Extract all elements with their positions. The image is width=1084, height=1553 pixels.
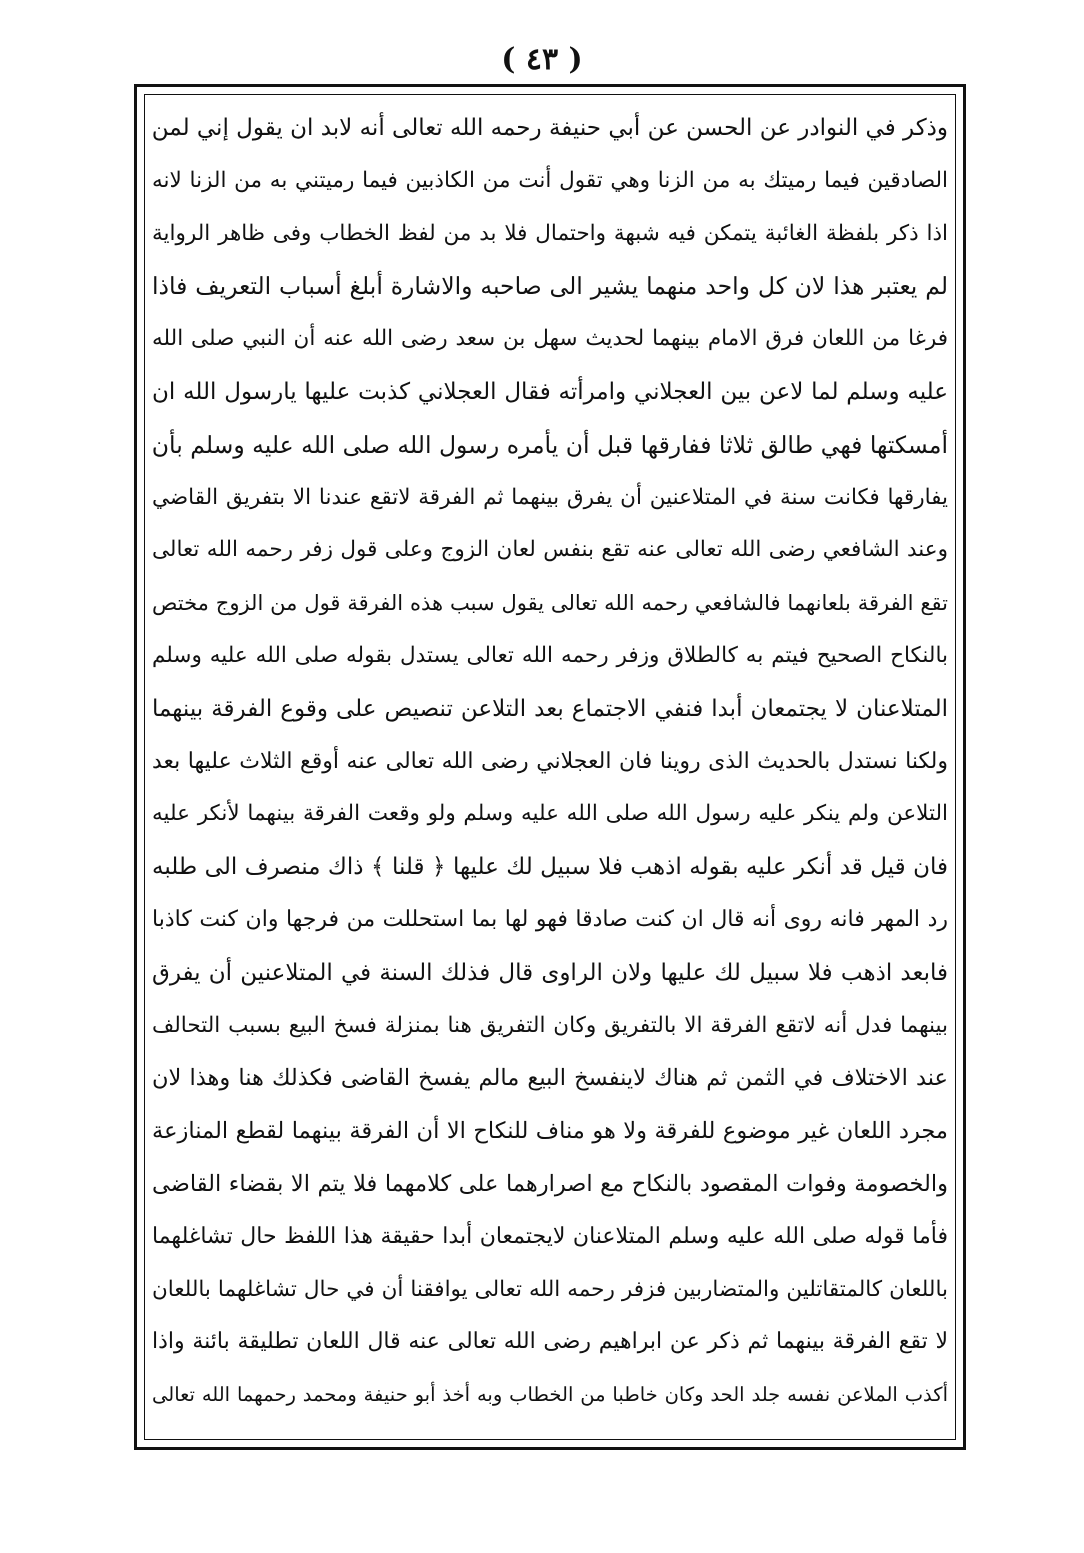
text-line: أمسكتها فهي طالق ثلاثا ففارقها قبل أن يأمره رسول الله صلى الله عليه وسلم بأن (152, 430, 948, 459)
text-line: عليه وسلم لما لاعن بين العجلاني وامرأته فقال العجلاني كذبت عليها يارسول الله ان (152, 378, 948, 405)
text-line: فان قيل قد أنكر عليه بقوله اذهب فلا سبيل لك عليها ﴿ قلنا ﴾ ذاك منصرف الى طلبه (152, 854, 948, 881)
text-line: لم يعتبر هذا لان كل واحد منهما يشير الى صاحبه والاشارة أبلغ أسباب التعريف فاذا (152, 272, 948, 301)
page-number: ( ٤٣ ) (501, 42, 583, 77)
text-line: باللعان كالمتقاتلين والمتضاربين فزفر رحمه الله تعالى يوافقنا أن في حال تشاغلهما باللعان (152, 1276, 948, 1302)
text-line: بالنكاح الصحيح فيتم به كالطلاق وزفر رحمه الله تعالى يستدل بقوله صلى الله عليه وسلم (152, 642, 948, 668)
text-body (152, 102, 948, 1432)
text-line: فرغا من اللعان فرق الامام بينهما لحديث سهل بن سعد رضى الله عنه أن النبي صلى الله (152, 326, 948, 352)
text-line: وعند الشافعي رضى الله تعالى عنه تقع بنفس لعان الزوج وعلى قول زفر رحمه الله تعالى (152, 537, 948, 563)
text-line: أكذب الملاعن نفسه جلد الحد وكان خاطبا من الخطاب وبه أخذ أبو حنيفة ومحمد رحمهما الله تعالى (152, 1383, 948, 1407)
text-line: ولكنا نستدل بالحديث الذى روينا فان العجلاني رضى الله تعالى عنه أوقع الثلاث عليها بعد (152, 748, 948, 774)
text-line: مجرد اللعان غير موضوع للفرقة ولا هو مناف للنكاح الا أن الفرقة بينهما لقطع المنازعة (152, 1118, 948, 1145)
text-line: بينهما فدل أنه لاتقع الفرقة الا بالتفريق وكان التفريق هنا بمنزلة فسخ البيع بسبب التحالف (152, 1012, 948, 1038)
text-line: اذا ذكر بلفظة الغائبة يتمكن فيه شبهة واحتمال فلا بد من لفظ الخطاب وفى ظاهر الرواية (152, 220, 948, 246)
text-line: عند الاختلاف في الثمن ثم هناك لاينفسخ البيع مالم يفسخ القاضى فكذلك هنا وهذا لان (152, 1065, 948, 1092)
text-line: فابعد اذهب فلا سبيل لك عليها ولان الراوى قال فذلك السنة في المتلاعنين أن يفرق (152, 959, 948, 986)
text-line: لا تقع الفرقة بينهما ثم ذكر عن ابراهيم رضى الله تعالى عنه قال اللعان تطليقة بائنة واذا (152, 1329, 948, 1355)
text-line: المتلاعنان لا يجتمعان أبدا فنفي الاجتماع بعد التلاعن تنصيص على وقوع الفرقة بينهما (152, 695, 948, 722)
text-line: فأما قوله صلى الله عليه وسلم المتلاعنان لايجتمعان أبدا حقيقة هذا اللفظ حال تشاغلهما (152, 1223, 948, 1249)
text-line: الصادقين فيما رميتك به من الزنا وهي تقول أنت من الكاذبين فيما رميتني به من الزنا لانه (152, 167, 948, 193)
text-line: يفارقها فكانت سنة في المتلاعنين أن يفرق بينهما ثم الفرقة لاتقع عندنا الا بتفريق القاضي (152, 484, 948, 510)
text-line: التلاعن ولم ينكر عليه رسول الله صلى الله عليه وسلم ولو وقعت الفرقة بينهما لأنكر عليه (152, 801, 948, 827)
text-line: رد المهر فانه روى أنه قال ان كنت صادقا فهو لها بما استحللت من فرجها وان كنت كاذبا (152, 906, 948, 932)
text-line: وذكر في النوادر عن الحسن عن أبي حنيفة رحمه الله تعالى أنه لابد ان يقول إني لمن (152, 115, 948, 141)
text-line: تقع الفرقة بلعانهما فالشافعي رحمه الله تعالى يقول سبب هذه الفرقة قول من الزوج مختص (152, 591, 948, 616)
text-line: والخصومة وفوات المقصود بالنكاح مع اصرارهما على كلامهما فلا يتم الا بقضاء القاضى (152, 1170, 948, 1197)
